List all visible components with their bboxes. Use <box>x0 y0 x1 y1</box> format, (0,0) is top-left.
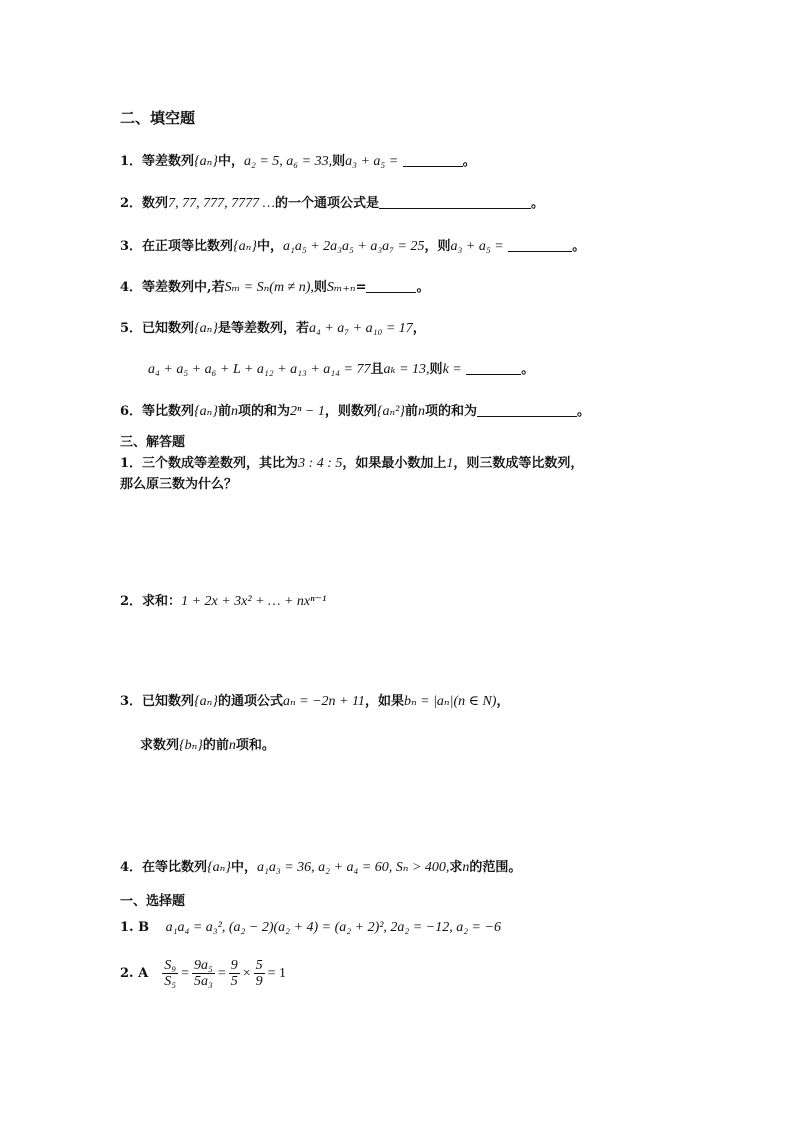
fill-in-question-5-continued: a₄ + a₅ + a₆ + L + a₁₂ + a₁₃ + a₁₄ = 77且aₖ = 13,则k = 。 <box>148 362 535 377</box>
fill-in-question-1: 1．等差数列{aₙ}中，a₂ = 5, a₆ = 33,则a₃ + a₅ = 。 <box>120 154 476 169</box>
answer-1: 1. B a₁a₄ = a₃², (a₂ − 2)(a₂ + 4) = (a₂ + 2)², 2a₂ = −12, a₂ = −6 <box>120 920 501 935</box>
section-heading-solve: 三、解答题 <box>120 435 186 450</box>
solve-question-1: 1．三个数成等差数列，其比为3 : 4 : 5，如果最小数加上1，则三数成等比数列， <box>120 456 584 471</box>
fill-in-question-3: 3．在正项等比数列{aₙ}中，a₁a₅ + 2a₃a₅ + a₃a₇ = 25，则a₃ + a₅ = 。 <box>120 239 586 254</box>
answer-blank[interactable] <box>379 196 531 209</box>
answer-blank[interactable] <box>477 404 577 417</box>
fill-in-question-6: 6．等比数列{aₙ}前n项的和为2ⁿ − 1，则数列{aₙ²}前n项的和为 。 <box>120 404 590 419</box>
fill-in-question-4: 4．等差数列中,若Sₘ = Sₙ(m ≠ n),则Sₘ₊ₙ= 。 <box>120 280 430 295</box>
fraction: $\frac{5}{9}$ <box>255 958 263 989</box>
section-heading-fill-in: 二、填空题 <box>120 109 196 127</box>
answer-blank[interactable] <box>366 280 416 293</box>
answer-blank[interactable] <box>466 362 521 375</box>
solve-question-2: 2．求和：1 + 2x + 3x² + … + nxⁿ⁻¹ <box>120 594 327 609</box>
answer-blank[interactable] <box>508 239 572 252</box>
solve-question-3-continued: 求数列{bₙ}的前n项和。 <box>140 738 275 753</box>
answer-2: 2. A $\frac{\text{S₉}}{\text{S₅}}$ = $\frac{\text{9a₅}}{\text{5a₃}}$ = $\frac{9}{5}$ × $\frac{5}{9}$ = 1 <box>120 958 287 989</box>
answer-blank[interactable] <box>403 154 463 167</box>
fraction: $\frac{\text{S₉}}{\text{S₅}}$ <box>164 958 177 989</box>
solve-question-1-continued: 那么原三数为什么？ <box>120 477 238 492</box>
fraction: $\frac{9}{5}$ <box>230 958 238 989</box>
solve-question-3: 3．已知数列{aₙ}的通项公式aₙ = −2n + 11，如果bₙ = |aₙ|(n ∈ N)， <box>120 694 510 709</box>
section-heading-answers: 一、选择题 <box>120 894 186 909</box>
fraction: $\frac{\text{9a₅}}{\text{5a₃}}$ <box>193 958 213 989</box>
fill-in-question-5: 5．已知数列{aₙ}是等差数列，若a₄ + a₇ + a₁₀ = 17， <box>120 321 426 336</box>
fill-in-question-2: 2．数列7, 77, 777, 7777 …的一个通项公式是 。 <box>120 196 545 211</box>
solve-question-4: 4．在等比数列{aₙ}中，a₁a₃ = 36, a₂ + a₄ = 60, Sₙ > 400,求n的范围。 <box>120 860 522 875</box>
